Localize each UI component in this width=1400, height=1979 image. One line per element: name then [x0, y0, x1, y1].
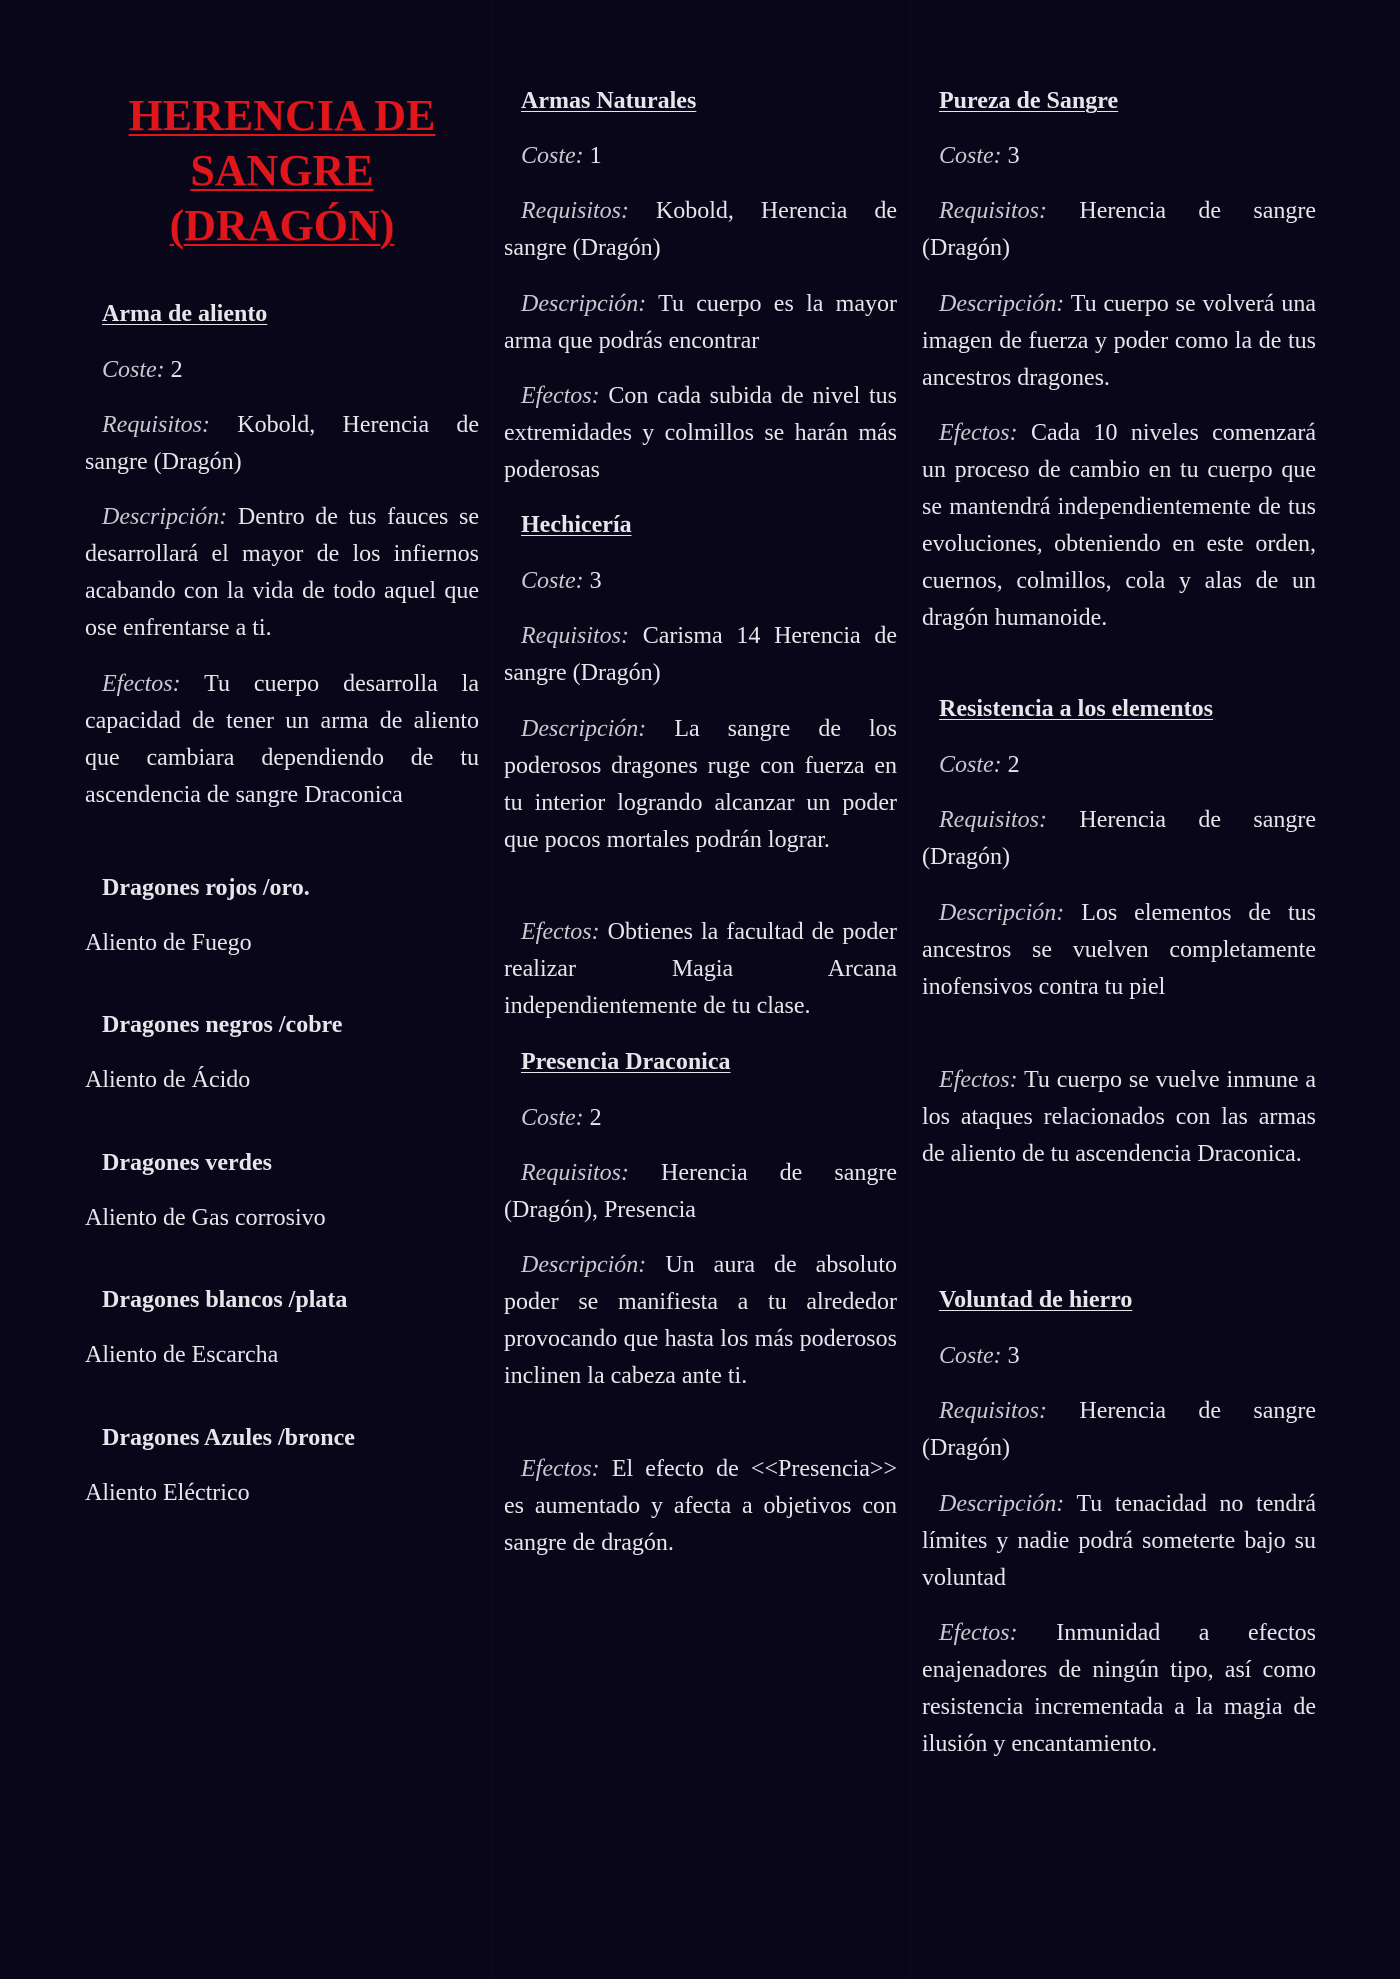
requisitos-value: Kobold, Herencia de sangre (Dragón) — [504, 198, 897, 261]
dragon-breath-text: Aliento Eléctrico — [85, 1480, 250, 1506]
descripcion-value: Tu cuerpo es la mayor arma que podrás encontrar — [504, 291, 897, 354]
efectos-line — [504, 378, 897, 489]
section-heading-presencia-draconica: Presencia Draconica — [521, 1049, 731, 1075]
requisitos-value: Herencia de sangre (Dragón) — [922, 807, 1317, 870]
coste-label: Coste: — [102, 357, 165, 383]
requisitos-label: Requisitos: — [521, 198, 629, 224]
descripcion-value: Tu cuerpo se volverá una imagen de fuerza y poder como la de tus ancestros dragones. — [922, 291, 1316, 391]
efectos-label: Efectos: — [939, 1067, 1018, 1093]
requisitos-line — [504, 193, 897, 267]
efectos-line — [504, 1451, 897, 1562]
section-heading-voluntad-de-hierro: Voluntad de hierro — [939, 1287, 1133, 1313]
requisitos-value: Herencia de sangre (Dragón) — [922, 198, 1317, 261]
coste-line — [504, 563, 897, 600]
descripcion-label: Descripción: — [521, 716, 647, 742]
coste-line — [922, 138, 1316, 175]
requisitos-line — [922, 193, 1316, 267]
coste-line — [504, 138, 897, 175]
descripcion-label: Descripción: — [521, 291, 647, 317]
requisitos-label: Requisitos: — [939, 1398, 1047, 1424]
dragon-breath-text: Aliento de Gas corrosivo — [85, 1205, 326, 1231]
coste-label: Coste: — [939, 1343, 1002, 1369]
efectos-line — [922, 1615, 1316, 1763]
descripcion-line — [504, 1247, 897, 1395]
requisitos-value: Herencia de sangre (Dragón) — [922, 1398, 1317, 1461]
coste-value: 2 — [589, 1105, 602, 1131]
dragon-type-heading: Dragones Azules /bronce — [102, 1425, 355, 1451]
descripcion-label: Descripción: — [939, 1491, 1065, 1517]
coste-value: 1 — [589, 143, 602, 169]
efectos-value: Obtienes la facultad de poder realizar Magia Arcana independientemente de tu clase. — [504, 919, 897, 1019]
descripcion-line — [504, 711, 897, 859]
descripcion-line — [922, 286, 1316, 397]
dragon-type-heading: Dragones verdes — [102, 1150, 272, 1176]
requisitos-line — [504, 618, 897, 692]
descripcion-line — [922, 895, 1316, 1006]
requisitos-label: Requisitos: — [521, 1160, 629, 1186]
descripcion-value: La sangre de los poderosos dragones ruge con fuerza en tu interior logrando alcanzar un poder que pocos mortales podrán lograr. — [504, 716, 898, 853]
efectos-value: El efecto de <<Presencia>> es aumentado y afecta a objetivos con sangre de dragón. — [504, 1456, 897, 1556]
dragon-breath-text: Aliento de Fuego — [85, 930, 252, 956]
requisitos-label: Requisitos: — [939, 807, 1047, 833]
descripcion-value: Tu tenacidad no tendrá límites y nadie podrá someterte bajo su voluntad — [922, 1491, 1316, 1591]
efectos-value: Tu cuerpo desarrolla la capacidad de tener un arma de aliento que cambiara dependiendo de tu ascendencia de sangre Draconica — [85, 671, 479, 808]
section-heading-armas-naturales: Armas Naturales — [521, 88, 697, 114]
coste-label: Coste: — [939, 143, 1002, 169]
section-heading-pureza-de-sangre: Pureza de Sangre — [939, 88, 1119, 114]
dragon-type-heading: Dragones negros /cobre — [102, 1012, 343, 1038]
efectos-label: Efectos: — [521, 383, 600, 409]
coste-value: 3 — [589, 568, 602, 594]
dragon-breath-text: Aliento de Escarcha — [85, 1342, 279, 1368]
descripcion-line — [922, 1486, 1316, 1597]
efectos-line — [85, 666, 479, 814]
coste-value: 2 — [1007, 752, 1020, 778]
descripcion-label: Descripción: — [521, 1252, 647, 1278]
descripcion-value: Dentro de tus fauces se desarrollará el mayor de los infiernos acabando con la vida de todo aquel que ose enfrentarse a ti. — [85, 504, 479, 641]
descripcion-value: Un aura de absoluto poder se manifiesta a tu alrededor provocando que hasta los más poderosos inclinen la cabeza ante ti. — [504, 1252, 898, 1389]
descripcion-label: Descripción: — [939, 291, 1065, 317]
section-heading-hechiceria: Hechicería — [521, 512, 632, 538]
coste-label: Coste: — [521, 1105, 584, 1131]
column-divider — [492, 0, 493, 1979]
efectos-line — [504, 914, 897, 1025]
coste-line — [922, 1338, 1316, 1375]
efectos-value: Cada 10 niveles comenzará un proceso de cambio en tu cuerpo que se mantendrá independientemente de tus evoluciones, obteniendo en este orden, cuernos, colmillos, cola y alas de un dragón humanoide. — [922, 420, 1317, 631]
descripcion-value: Los elementos de tus ancestros se vuelven completamente inofensivos contra tu piel — [922, 900, 1316, 1000]
coste-line — [85, 352, 479, 389]
coste-label: Coste: — [521, 568, 584, 594]
requisitos-label: Requisitos: — [521, 623, 629, 649]
efectos-line — [922, 415, 1316, 637]
efectos-value: Con cada subida de nivel tus extremidades y colmillos se harán más poderosas — [504, 383, 897, 483]
section-heading-arma-de-aliento: Arma de aliento — [102, 301, 268, 327]
requisitos-value: Kobold, Herencia de sangre (Dragón) — [85, 412, 479, 475]
requisitos-label: Requisitos: — [102, 412, 210, 438]
dragon-type-heading: Dragones rojos /oro. — [102, 875, 310, 901]
efectos-label: Efectos: — [102, 671, 181, 697]
efectos-label: Efectos: — [939, 420, 1018, 446]
efectos-label: Efectos: — [939, 1620, 1018, 1646]
requisitos-value: Carisma 14 Herencia de sangre (Dragón) — [504, 623, 898, 686]
dragon-type-heading: Dragones blancos /plata — [102, 1287, 348, 1313]
efectos-value: Tu cuerpo se vuelve inmune a los ataques relacionados con las armas de aliento de tu ascendencia Draconica. — [922, 1067, 1316, 1167]
efectos-label: Efectos: — [521, 1456, 600, 1482]
requisitos-value: Herencia de sangre (Dragón), Presencia — [504, 1160, 898, 1223]
requisitos-line — [922, 1393, 1316, 1467]
column-divider — [910, 0, 911, 1979]
descripcion-line — [85, 499, 479, 647]
requisitos-label: Requisitos: — [939, 198, 1047, 224]
requisitos-line — [922, 802, 1316, 876]
coste-label: Coste: — [521, 143, 584, 169]
coste-label: Coste: — [939, 752, 1002, 778]
page-title: HERENCIA DE SANGRE (DRAGÓN) — [128, 91, 436, 250]
coste-line — [504, 1100, 897, 1137]
efectos-label: Efectos: — [521, 919, 600, 945]
efectos-line — [922, 1062, 1316, 1173]
coste-value: 2 — [170, 357, 183, 383]
descripcion-label: Descripción: — [102, 504, 228, 530]
requisitos-line — [504, 1155, 897, 1229]
coste-value: 3 — [1007, 143, 1020, 169]
coste-line — [922, 747, 1316, 784]
efectos-value: Inmunidad a efectos enajenadores de ningún tipo, así como resistencia incrementada a la magia de ilusión y encantamiento. — [922, 1620, 1317, 1757]
coste-value: 3 — [1007, 1343, 1020, 1369]
descripcion-line — [504, 286, 897, 360]
descripcion-label: Descripción: — [939, 900, 1065, 926]
dragon-breath-text: Aliento de Ácido — [85, 1067, 251, 1093]
section-heading-resistencia-elementos: Resistencia a los elementos — [939, 696, 1213, 722]
requisitos-line — [85, 407, 479, 481]
